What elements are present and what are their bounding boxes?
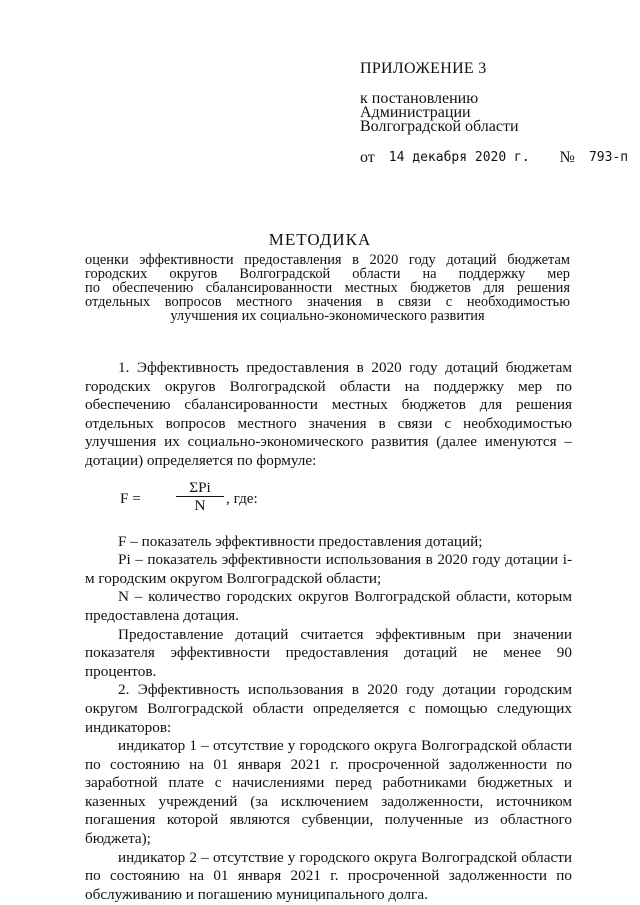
appendix-line-3: Волгоградской области [360,118,519,135]
appendix-number: 793-п [588,150,629,165]
subheading-line: оценки эффективности предоставления в 2020 году дотаций бюджетам [85,252,570,268]
formula-fraction [176,479,224,514]
document-subheading [85,253,570,323]
formula [120,477,572,521]
paragraph-effective: Предоставление дотаций считается эффективным при значении показателя эффективности предоставления дотаций не менее 90 процентов. [85,625,572,680]
appendix-from: от [360,149,375,166]
appendix-date: 14 декабря 2020 г. [388,150,530,165]
paragraph-1: 1. Эффективность предоставления в 2020 году дотаций бюджетам городских округов Волгоградской области на поддержку мер по обеспечению сбалансированности местных бюджетов для решения отдельных вопросов местного значения в связи с необходимостью улучшения их социально-экономического развития (далее именуются – дотации) определяется по формуле: [85,359,572,469]
definition-f: F – показатель эффективности предоставления дотаций; [118,532,483,550]
appendix-block [360,62,628,166]
subheading-line: городских округов Волгоградской области на поддержку мер [85,266,570,282]
formula-lhs: F = [120,489,141,507]
appendix-line-1: к постановлению [360,90,479,107]
indicator-2: индикатор 2 – отсутствие у городского округа Волгоградской области по состоянию на 01 января 2021 г. просроченной задолженности по обслуживанию и погашению муниципального долга. [85,848,572,903]
appendix-line-2: Администрации [360,104,471,121]
definition-n: N – количество городских округов Волгоградской области, которым предоставлена дотация. [85,588,572,624]
appendix-number-sign: № [559,149,575,166]
appendix-date-line [360,150,628,166]
subheading-line: улучшения их социально-экономического развития [170,308,485,324]
appendix-title: ПРИЛОЖЕНИЕ 3 [360,60,487,77]
document-body [85,359,572,904]
paragraph-2: 2. Эффективность использования в 2020 году дотации городским округом Волгоградской области определяется с помощью следующих индикаторов: [85,681,572,736]
definition-p: Pi – показатель эффективности использования в 2020 году дотации i-м городским округом Волгоградской области; [85,551,572,587]
formula-numerator: ΣPi [176,479,224,497]
indicator-1: индикатор 1 – отсутствие у городского округа Волгоградской области по состоянию на 01 января 2021 г. просроченной задолженности по заработной плате с начислениями перед работниками бюджетных и казенных учреждений (за исключением задолженности, источником погашения которой являются субвенции, полученные из областного бюджета); [85,737,572,848]
formula-tail: , где: [226,489,258,507]
subheading-line: отдельных вопросов местного значения в связи с необходимостью [85,294,570,310]
formula-denominator: N [194,496,206,514]
document-heading: МЕТОДИКА [268,230,372,249]
subheading-line: по обеспечению сбалансированности местных бюджетов для решения [85,280,570,296]
